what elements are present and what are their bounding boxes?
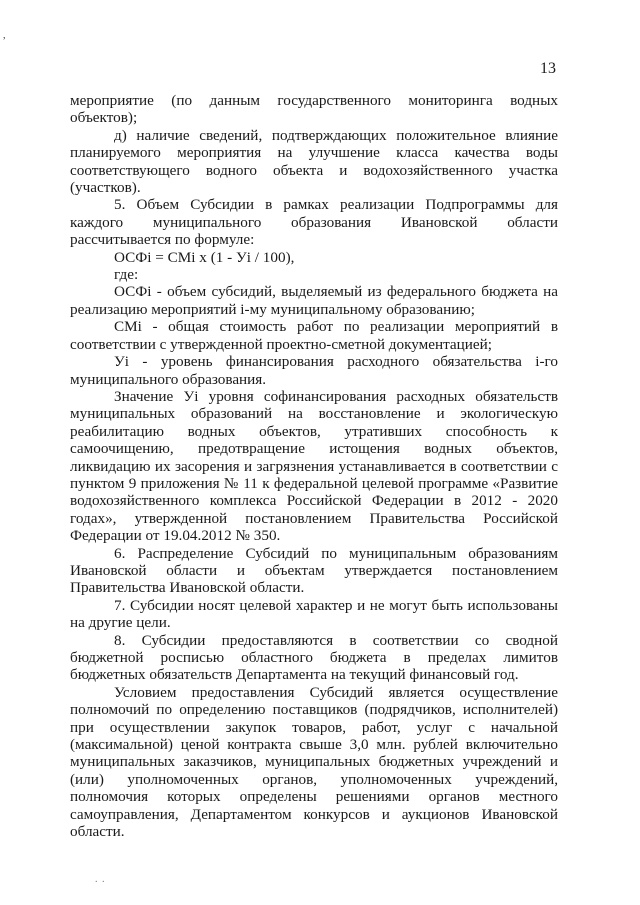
paragraph-condition: Условием предоставления Субсидий является осуществление полномочий по определению поставщиков (подрядчиков, исполнителей) при осуществлении закупок товаров, работ, услуг с начальной (максимальной) ценой контракта свыше 3,0 млн. рублей включительно муниципальных заказчиков, муниципальных бюджетных учреждений и (или) уполномоченных органов, уполномоченных учреждений, полномочия которых определены решениями органов местного самоуправления, Департаментом конкурсов и аукционов Ивановской области.: [70, 683, 558, 841]
corner-mark: ,: [3, 30, 6, 41]
document-body: [70, 92, 558, 840]
footer-mark: . .: [95, 874, 106, 885]
page-number: 13: [540, 60, 556, 77]
definition-osf: ОСФi - объем субсидий, выделяемый из федерального бюджета на реализацию мероприятий i-му муниципальному образованию;: [70, 283, 558, 318]
paragraph-monitoring: мероприятие (по данным государственного мониторинга водных объектов);: [70, 92, 558, 127]
formula-where: где:: [114, 266, 139, 284]
paragraph-5-subsidy-volume: 5. Объем Субсидии в рамках реализации Подпрограммы для каждого муниципального образования Ивановской области рассчитывается по формуле:: [70, 196, 558, 249]
definition-cm: СМi - общая стоимость работ по реализации мероприятий в соответствии с утвержденной проектно-сметной документацией;: [70, 318, 558, 353]
paragraph-cofinancing-level: Значение Уi уровня софинансирования расходных обязательств муниципальных образований на восстановление и экологическую реабилитацию водных объектов, утративших способность к самоочищению, предотвращение истощения водных объектов, ликвидацию их засорения и загрязнения устанавливается в соответствии с пунктом 9 приложения № 11 к федеральной целевой программе «Развитие водохозяйственного комплекса Российской Федерации в 2012 - 2020 годах», утвержденной постановлением Правительства Российской Федерации от 19.04.2012 № 350.: [70, 387, 558, 545]
paragraph-item-d: д) наличие сведений, подтверждающих положительное влияние планируемого мероприятия на улучшение класса качества воды соответствующего водного объекта и водохозяйственного участка (участков).: [70, 126, 558, 197]
paragraph-7-target: 7. Субсидии носят целевой характер и не могут быть использованы на другие цели.: [70, 596, 558, 632]
formula: ОСФi = СМi x (1 - Уi / 100),: [114, 248, 295, 266]
definition-u: Уi - уровень финансирования расходного обязательства i-го муниципального образования.: [70, 353, 558, 388]
paragraph-8-budget: 8. Субсидии предоставляются в соответствии со сводной бюджетной росписью областного бюджета в пределах лимитов бюджетных обязательств Департамента на текущий финансовый год.: [70, 631, 558, 684]
paragraph-6-distribution: 6. Распределение Субсидий по муниципальным образованиям Ивановской области и объектам утверждается постановлением Правительства Ивановской области.: [70, 544, 558, 597]
